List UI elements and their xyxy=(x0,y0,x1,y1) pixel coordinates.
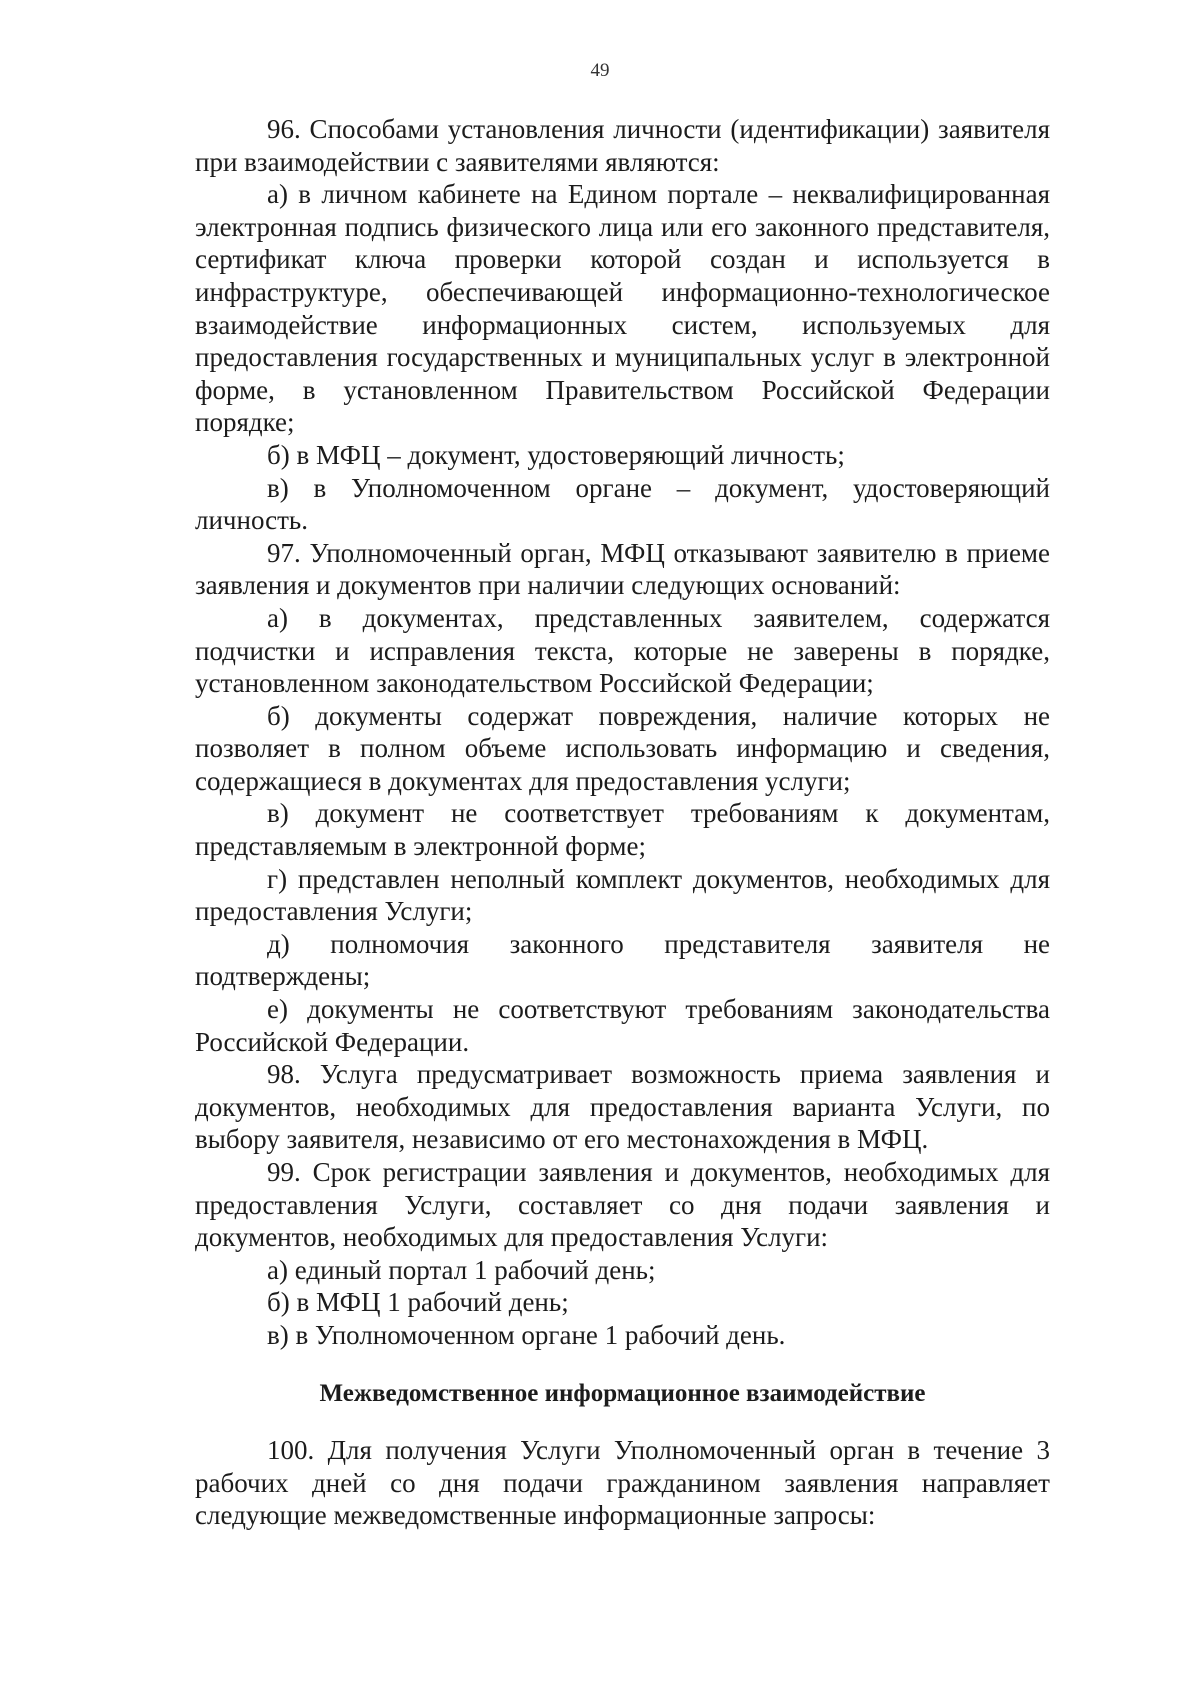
page-number: 49 xyxy=(590,60,610,81)
paragraph-99-v: в) в Уполномоченном органе 1 рабочий день. xyxy=(267,1319,786,1350)
section-heading: Межведомственное информационное взаимодействие xyxy=(319,1379,926,1407)
paragraph-97-v: в) документ не соответствует требованиям к документам, представляемым в электронной форме; xyxy=(195,798,1050,862)
paragraph-97-b: б) документы содержат повреждения, наличие которых не позволяет в полном объеме использовать информацию и сведения, содержащиеся в документах для предоставления услуги; xyxy=(195,700,1050,796)
paragraph-99: 99. Срок регистрации заявления и документов, необходимых для предоставления Услуги, составляет со дня подачи заявления и документов, необходимых для предоставления Услуги: xyxy=(195,1157,1050,1253)
paragraph-96: 96. Способами установления личности (идентификации) заявителя при взаимодействии с заявителями являются: xyxy=(195,114,1050,177)
paragraph-96-b: б) в МФЦ – документ, удостоверяющий личность; xyxy=(267,439,845,470)
paragraph-97-e: е) документы не соответствуют требованиям законодательства Российской Федерации. xyxy=(195,994,1050,1057)
document-body xyxy=(195,113,1050,1532)
paragraph-97-d: д) полномочия законного представителя заявителя не подтверждены; xyxy=(195,928,1050,992)
paragraph-99-b: б) в МФЦ 1 рабочий день; xyxy=(267,1287,569,1318)
paragraph-96-v: в) в Уполномоченном органе – документ, удостоверяющий личность. xyxy=(195,472,1050,536)
paragraph-99-a: а) единый портал 1 рабочий день; xyxy=(267,1254,656,1285)
paragraph-97: 97. Уполномоченный орган, МФЦ отказывают заявителю в приеме заявления и документов при наличии следующих оснований: xyxy=(195,537,1050,601)
paragraph-98: 98. Услуга предусматривает возможность приема заявления и документов, необходимых для предоставления варианта Услуги, по выбору заявителя, независимо от его местонахождения в МФЦ. xyxy=(195,1059,1050,1155)
paragraph-97-g: г) представлен неполный комплект документов, необходимых для предоставления Услуги; xyxy=(195,863,1050,927)
paragraph-96-a: а) в личном кабинете на Едином портале – неквалифицированная электронная подпись физического лица или его законного представителя, сертификат ключа проверки которой создан и используется в инфраструктуре, обеспечивающей информационно-технологическое взаимодействие информационных систем, используемых для предоставления государственных и муниципальных услуг в электронной форме, в установленном Правительством Российской Федерации порядке; xyxy=(195,179,1050,438)
paragraph-100: 100. Для получения Услуги Уполномоченный орган в течение 3 рабочих дней со дня подачи гражданином заявления направляет следующие межведомственные информационные запросы: xyxy=(195,1435,1050,1531)
paragraph-97-a: а) в документах, представленных заявителем, содержатся подчистки и исправления текста, которые не заверены в порядке, установленном законодательством Российской Федерации; xyxy=(195,602,1050,699)
